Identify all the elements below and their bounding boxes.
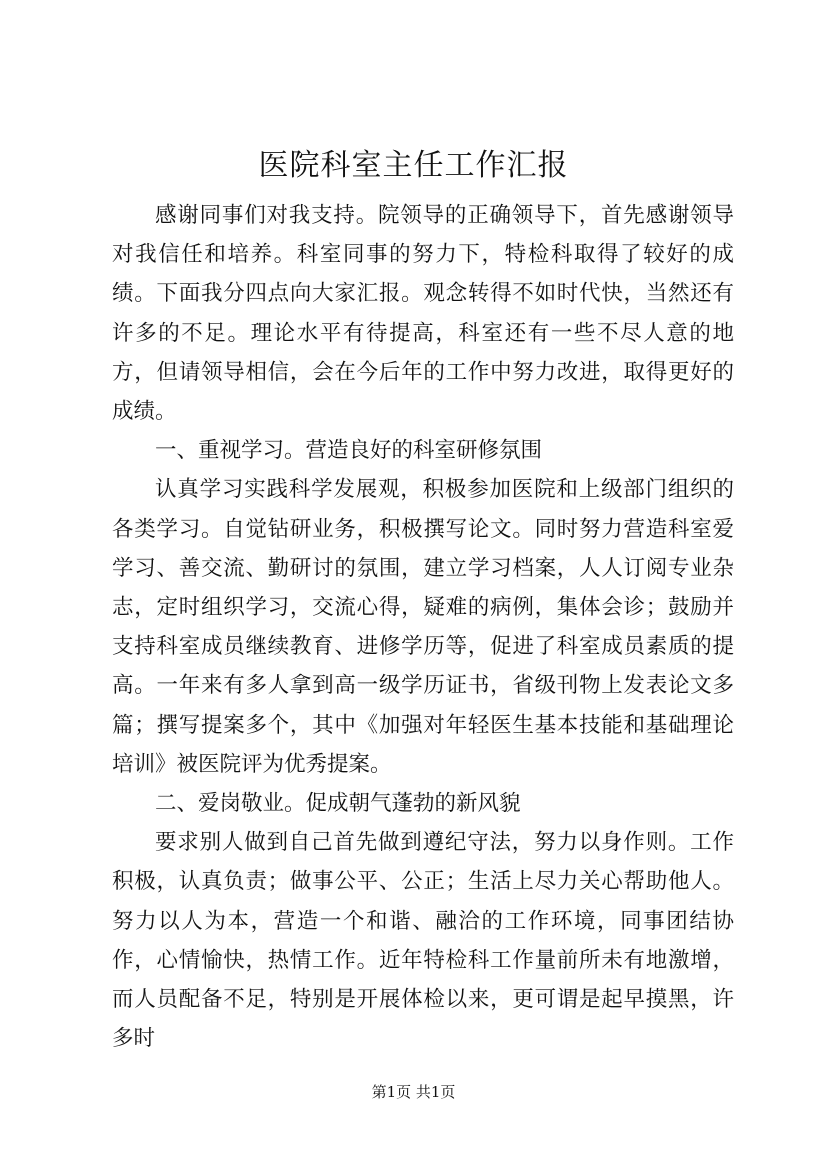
section-heading-2: 二、爱岗敬业。促成朝气蓬勃的新风貌 — [155, 791, 521, 817]
paragraph-section-1: 认真学习实践科学发展观，积极参加医院和上级部门组织的各类学习。自觉钻研业务，积极撰写论文。同时努力营造科室爱学习、善交流、勤研讨的氛围，建立学习档案，人人订阅专业杂志，定时组织学习，交流心得，疑难的病例，集体会诊；鼓励并支持科室成员继续教育、进修学历等，促进了科室成员素质的提高。一年来有多人拿到高一级学历证书，省级刊物上发表论文多篇；撰写提案多个，其中《加强对年轻医生基本技能和基础理论培训》被医院评为优秀提案。 — [112, 477, 734, 777]
document-body — [112, 196, 734, 1058]
document-title: 医院科室主任工作汇报 — [258, 148, 569, 183]
section-heading-1: 一、重视学习。营造良好的科室研修氛围 — [155, 438, 543, 464]
paragraph-section-2: 要求别人做到自己首先做到遵纪守法，努力以身作则。工作积极，认真负责；做事公平、公正；生活上尽力关心帮助他人。努力以人为本，营造一个和谐、融洽的工作环境，同事团结协作，心情愉快，热情工作。近年特检科工作量前所未有地激增，而人员配备不足，特别是开展体检以来，更可谓是起早摸黑，许多时 — [112, 830, 734, 1052]
page-footer: 第1页 共1页 — [371, 1083, 456, 1101]
paragraph-intro: 感谢同事们对我支持。院领导的正确领导下，首先感谢领导对我信任和培养。科室同事的努力下，特检科取得了较好的成绩。下面我分四点向大家汇报。观念转得不如时代快，当然还有许多的不足。理论水平有待提高，科室还有一些不尽人意的地方，但请领导相信，会在今后年的工作中努力改进，取得更好的成绩。 — [112, 203, 734, 425]
